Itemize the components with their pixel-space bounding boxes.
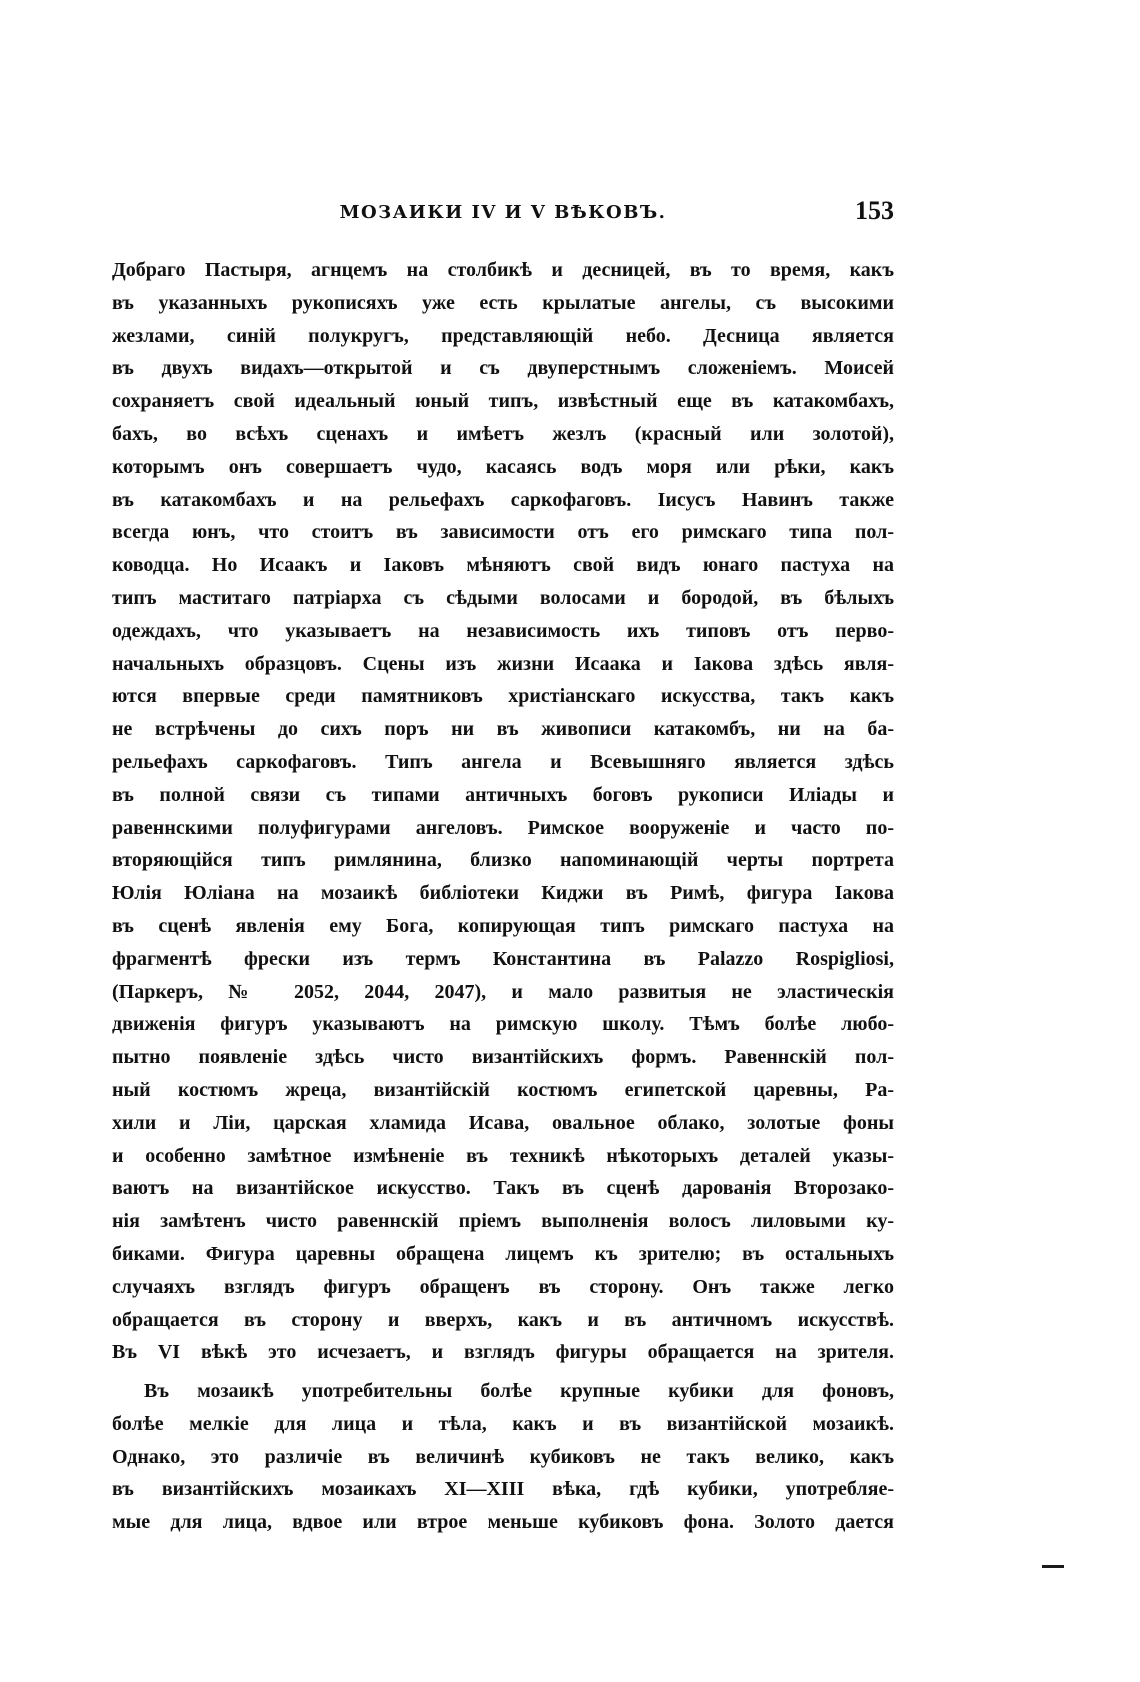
text-line: Въ мозаикѣ употребительны болѣе крупные кубики для фоновъ, <box>144 1380 894 1403</box>
text-line: нія замѣтенъ чисто равеннскій пріемъ выполненія волосъ лиловыми ку- <box>112 1210 894 1233</box>
text-line: движенія фигуръ указываютъ на римскую школу. Тѣмъ болѣе любо- <box>112 1013 894 1036</box>
text-line: Однако, это различіе въ величинѣ кубиковъ не такъ велико, какъ <box>112 1445 894 1468</box>
text-line: въ сценѣ явленія ему Бога, копирующая типъ римскаго пастуха на <box>112 914 894 937</box>
text-line: хили и Ліи, царская хламида Исава, овальное облако, золотые фоны <box>112 1111 894 1134</box>
text-line: биками. Фигура царевны обращена лицемъ къ зрителю; въ остальныхъ <box>112 1242 894 1265</box>
text-line: сохраняетъ свой идеальный юный типъ, извѣстный еще въ катакомбахъ, <box>112 390 894 413</box>
text-line: Добраго Пастыря, агнцемъ на столбикѣ и десницей, въ то время, какъ <box>112 259 894 281</box>
text-line: бахъ, во всѣхъ сценахъ и имѣетъ жезлъ (красный или золотой), <box>112 422 894 445</box>
text-line: ный костюмъ жреца, византійскій костюмъ египетской царевны, Ра- <box>112 1078 894 1101</box>
text-line: въ двухъ видахъ—открытой и съ двуперстнымъ сложеніемъ. Моисей <box>112 357 894 380</box>
text-line: мые для лица, вдвое или втрое меньше кубиковъ фона. Золото дается <box>112 1511 894 1534</box>
scan-mark <box>1042 1565 1064 1568</box>
text-line: въ полной связи съ типами античныхъ боговъ рукописи Иліады и <box>112 783 894 806</box>
text-line: типъ маститаго патріарха съ сѣдыми волосами и бородой, въ бѣлыхъ <box>112 586 894 609</box>
text-line: равеннскими полуфигурами ангеловъ. Римское вооруженіе и часто по- <box>112 816 894 839</box>
text-line: Въ VI вѣкѣ это исчезаетъ, и взглядъ фигуры обращается на зрителя. <box>112 1341 894 1364</box>
text-line: въ указанныхъ рукописяхъ уже есть крылатые ангелы, съ высокими <box>112 291 894 314</box>
paragraph-2 <box>112 1375 894 1539</box>
body-text <box>112 254 894 1539</box>
text-line: не встрѣчены до сихъ поръ ни въ живописи катакомбъ, ни на ба- <box>112 718 894 741</box>
text-line: вторяющійся типъ римлянина, близко напоминающій черты портрета <box>112 849 894 872</box>
text-line: случаяхъ взглядъ фигуръ обращенъ въ сторону. Онъ также легко <box>112 1275 894 1298</box>
text-line: рельефахъ саркофаговъ. Типъ ангела и Всевышняго является здѣсь <box>112 750 894 773</box>
text-line: пытно появленіе здѣсь чисто византійскихъ формъ. Равеннскій пол- <box>112 1046 894 1069</box>
text-line: ваютъ на византійское искусство. Такъ въ сценѣ дарованія Второзако- <box>112 1177 894 1200</box>
text-line: которымъ онъ совершаетъ чудо, касаясь водъ моря или рѣки, какъ <box>112 455 894 478</box>
running-title: МОЗАИКИ IV И V ВѢКОВЪ. <box>339 202 667 223</box>
text-line: ководца. Но Исаакъ и Іаковъ мѣняютъ свой видъ юнаго пастуха на <box>112 554 894 577</box>
text-line: ются впервые среди памятниковъ христіанскаго искусства, такъ какъ <box>112 685 894 708</box>
text-line: обращается въ сторону и вверхъ, какъ и въ античномъ искусствѣ. <box>112 1308 894 1331</box>
text-line: начальныхъ образцовъ. Сцены изъ жизни Исаака и Іакова здѣсь явля- <box>112 652 894 675</box>
text-line: и особенно замѣтное измѣненіе въ техникѣ нѣкоторыхъ деталей указы- <box>112 1144 894 1167</box>
text-line: фрагментѣ фрески изъ термъ Константина въ Palazzo Rospigliosi, <box>112 947 894 970</box>
text-line: жезлами, синій полукругъ, представляющій небо. Десница является <box>112 324 894 347</box>
page-number: 153 <box>855 196 894 225</box>
text-line: всегда юнъ, что стоитъ въ зависимости отъ его римскаго типа пол- <box>112 521 894 544</box>
text-line: въ катакомбахъ и на рельефахъ саркофаговъ. Іисусъ Навинъ также <box>112 488 894 511</box>
text-line: Юлія Юліана на мозаикѣ библіотеки Киджи въ Римѣ, фигура Іакова <box>112 882 894 905</box>
paragraph-1 <box>112 254 894 1369</box>
running-head <box>112 196 894 230</box>
text-line: болѣе мелкіе для лица и тѣла, какъ и въ византійской мозаикѣ. <box>112 1412 894 1435</box>
text-line: одеждахъ, что указываетъ на независимость ихъ типовъ отъ перво- <box>112 619 894 642</box>
text-line: (Паркеръ, № 2052, 2044, 2047), и мало развитыя не эластическія <box>112 980 894 1003</box>
text-line: въ византійскихъ мозаикахъ XI—XIII вѣка, гдѣ кубики, употребляе- <box>112 1478 894 1501</box>
